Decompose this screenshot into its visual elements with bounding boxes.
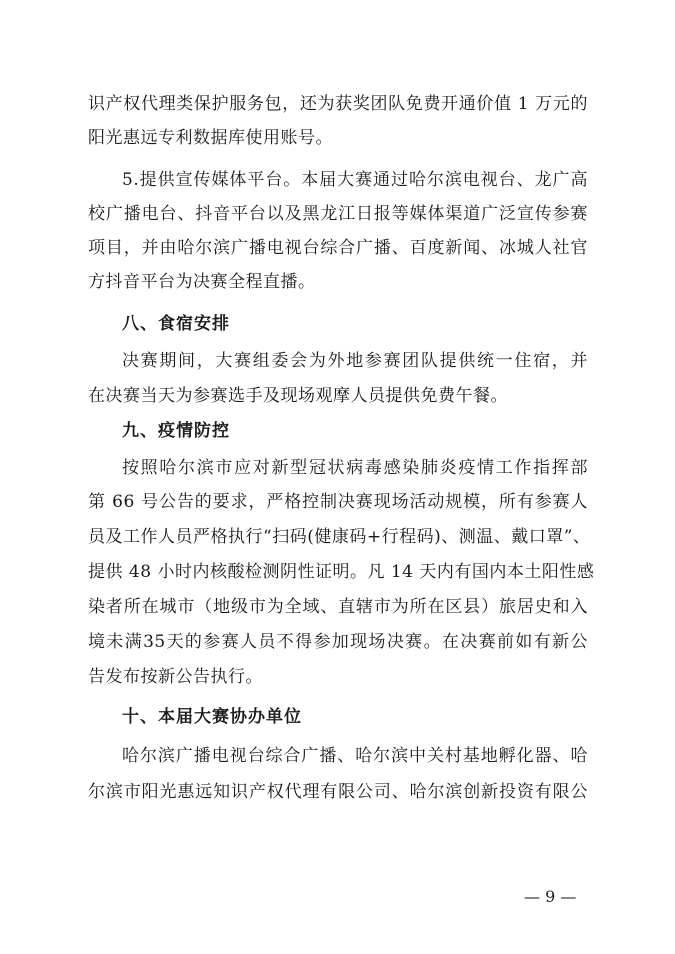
body-text-line: 境未满35天的参赛人员不得参加现场决赛。在决赛前如有新公 <box>88 632 588 652</box>
body-text-line: 按照哈尔滨市应对新型冠状病毒感染肺炎疫情工作指挥部 <box>122 458 588 478</box>
body-text-line: 校广播电台、抖音平台以及黑龙江日报等媒体渠道广泛宣传参赛 <box>88 204 588 224</box>
page-number: — 9 — <box>524 887 577 906</box>
body-text-line: 5.提供宣传媒体平台。本届大赛通过哈尔滨电视台、龙广高 <box>122 170 588 190</box>
section-heading: 十、本届大赛协办单位 <box>122 707 302 727</box>
body-text-line: 方抖音平台为决赛全程直播。 <box>88 272 316 292</box>
body-text-line: 阳光惠远专利数据库使用账号。 <box>88 128 333 148</box>
body-text-line: 员及工作人员严格执行“扫码(健康码+行程码)、测温、戴口罩”、 <box>88 527 591 547</box>
body-text-line: 识产权代理类保护服务包，还为获奖团队免费开通价值 1 万元的 <box>88 94 588 114</box>
body-text-line: 提供 48 小时内核酸检测阴性证明。凡 14 天内有国内本土阳性感 <box>88 562 595 582</box>
body-text-line: 项目，并由哈尔滨广播电视台综合广播、百度新闻、冰城人社官 <box>88 238 588 258</box>
body-text-line: 染者所在城市（地级市为全域、直辖市为所在区县）旅居史和入 <box>88 597 588 617</box>
section-heading: 九、疫情防控 <box>122 421 230 441</box>
section-heading: 八、食宿安排 <box>122 314 230 334</box>
body-text-line: 尔滨市阳光惠远知识产权代理有限公司、哈尔滨创新投资有限公 <box>88 782 588 802</box>
body-text-line: 在决赛当天为参赛选手及现场观摩人员提供免费午餐。 <box>88 386 508 406</box>
body-text-line: 决赛期间，大赛组委会为外地参赛团队提供统一住宿，并 <box>122 351 588 371</box>
body-text-line: 第 66 号公告的要求，严格控制决赛现场活动规模，所有参赛人 <box>88 492 588 512</box>
body-text-line: 哈尔滨广播电视台综合广播、哈尔滨中关村基地孵化器、哈 <box>122 746 588 766</box>
body-text-line: 告发布按新公告执行。 <box>88 667 263 687</box>
